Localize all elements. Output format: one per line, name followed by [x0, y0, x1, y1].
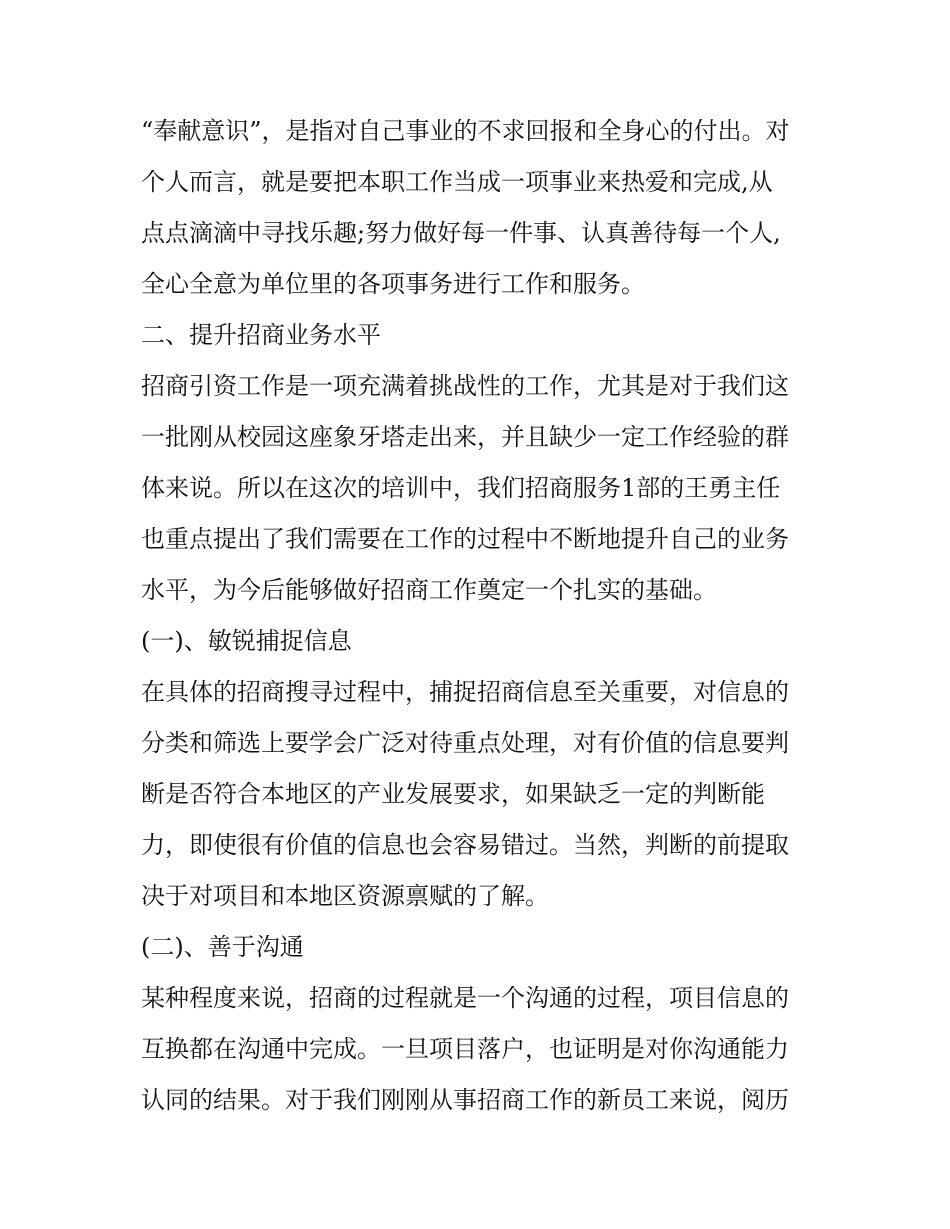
paragraph-line: 某种程度来说，招商的过程就是一个沟通的过程，项目信息的 [141, 984, 789, 1012]
section-heading: 二、提升招商业务水平 [141, 321, 381, 349]
paragraph-line: 决于对项目和本地区资源禀赋的了解。 [141, 882, 549, 910]
subsection-heading: (一)、敏锐捕捉信息 [141, 627, 352, 655]
paragraph-line: 互换都在沟通中完成。一旦项目落户，也证明是对你沟通能力 [141, 1035, 789, 1063]
paragraph-line: 体来说。所以在这次的培训中，我们招商服务1部的王勇主任 [141, 474, 781, 502]
paragraph-line: 全心全意为单位里的各项事务进行工作和服务。 [141, 270, 645, 298]
paragraph-line: 分类和筛选上要学会广泛对待重点处理，对有价值的信息要判 [141, 729, 789, 757]
paragraph-line: 也重点提出了我们需要在工作的过程中不断地提升自己的业务 [141, 525, 789, 553]
paragraph-line: 点点滴滴中寻找乐趣;努力做好每一件事、认真善待每一个人, [141, 219, 781, 247]
paragraph-line: 水平，为今后能够做好招商工作奠定一个扎实的基础。 [141, 576, 717, 604]
paragraph-line: 力，即使很有价值的信息也会容易错过。当然，判断的前提取 [141, 831, 789, 859]
paragraph-line: 招商引资工作是一项充满着挑战性的工作，尤其是对于我们这 [141, 372, 789, 400]
document-body [141, 106, 821, 1126]
paragraph-line: 在具体的招商搜寻过程中，捕捉招商信息至关重要，对信息的 [141, 678, 789, 706]
paragraph-line: 个人而言，就是要把本职工作当成一项事业来热爱和完成,从 [141, 168, 773, 196]
paragraph-line: 断是否符合本地区的产业发展要求，如果缺乏一定的判断能 [141, 780, 765, 808]
subsection-heading: (二)、善于沟通 [141, 933, 304, 961]
paragraph-line: “奉献意识”，是指对自己事业的不求回报和全身心的付出。对 [141, 117, 790, 145]
paragraph-line: 一批刚从校园这座象牙塔走出来，并且缺少一定工作经验的群 [141, 423, 789, 451]
paragraph-line: 认同的结果。对于我们刚刚从事招商工作的新员工来说，阅历 [141, 1086, 789, 1114]
